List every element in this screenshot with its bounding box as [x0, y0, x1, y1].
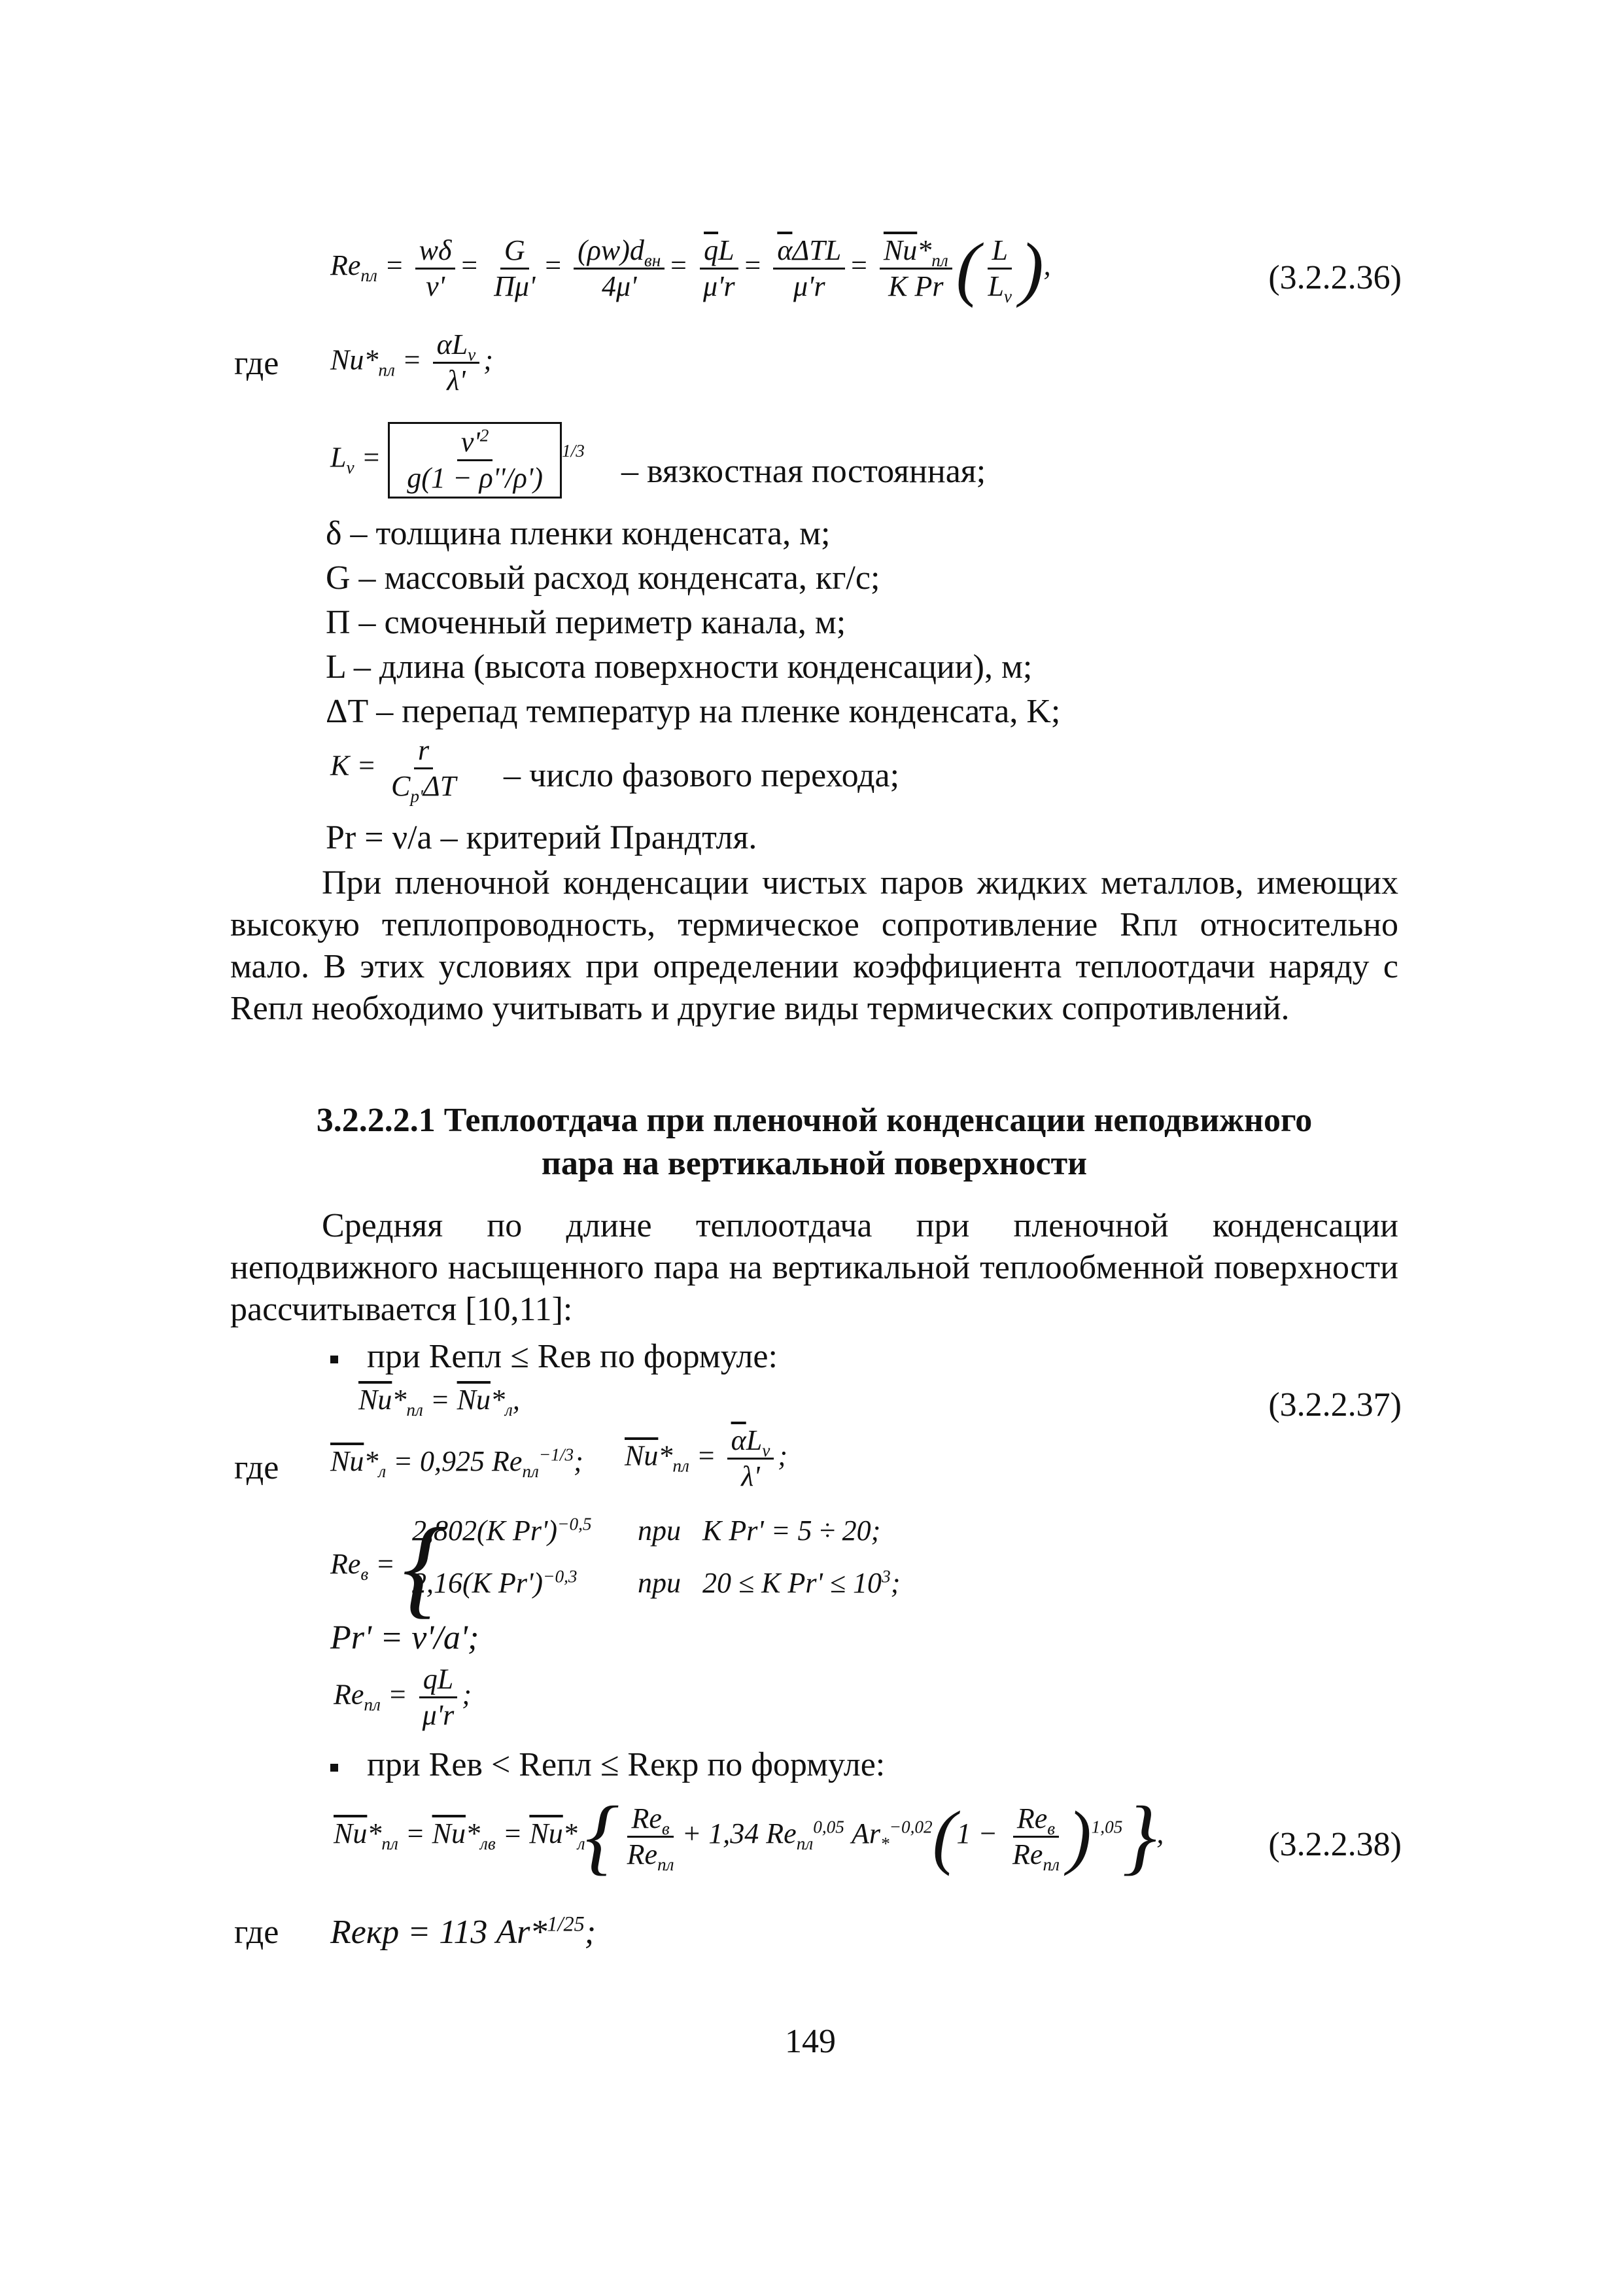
formula-nu-pl-avg: $\overline{Nu}*_{пл}$ = $\frac{\overline{\alpha}L_\nu}{\lambda'}$ ;: [625, 1424, 787, 1492]
page-number: 149: [785, 2023, 836, 2060]
bullet-condition-1: при Reпл ≤ Reв по формуле:: [330, 1340, 778, 1374]
formula-nu-l: $\overline{Nu}*_л = 0,925$ $Re_{пл}^{-1/3}$;: [330, 1445, 583, 1481]
def-Pr: Pr = ν/a – критерий Прандтля.: [326, 819, 757, 856]
equation-number-36: (3.2.2.36): [1268, 259, 1402, 296]
formula-nu-pl: $Nu*_{пл}$ = $\frac{\alpha L_\nu}{\lambda'}$ ;: [330, 328, 493, 396]
formula-re-v: $Re_в$ = {: [330, 1505, 447, 1628]
re-v-case-1-condition: при K Pr' = 5 ÷ 20;: [638, 1515, 881, 1547]
formula-38: $\overline{Nu}*_{пл} = \overline{Nu}*_{лв} = \overline{Nu}*_л${ $\frac{Re_в}{Re_{пл}}$ + 1,34 $Re_{пл}^{0,05}$ $Ar_*^{-0,02}(1$ − $\frac{Re_в}{Re_{пл}}$ )$^{1,05}$},: [334, 1789, 1164, 1883]
bullet-marker: [330, 1356, 338, 1363]
equation-number-37: (3.2.2.37): [1268, 1386, 1402, 1424]
where-label-1: где: [234, 345, 279, 382]
lv-description: – вязкостная постоянная;: [621, 453, 986, 490]
bullet-condition-2: при Reв < Reпл ≤ Reкр по формуле:: [330, 1748, 885, 1782]
def-L: L – длина (высота поверхности конденсации), м;: [326, 648, 1033, 686]
formula-re-pl-definition: $Re_{пл}$ = $\frac{w\delta}{\nu'}$ = $\frac{G}{\Pi\mu'}$ = $\frac{(\rho w)d_{вн}}{4\mu'}$ = $\frac{\overline{q}L}{\mu'r}$ = $\frac{\overline{\alpha}\Delta TL}{\mu'r}$ = $\frac{\overline{Nu}*_{пл}}{\text{K Pr}}$ ( $\frac{L}{L_\nu}$ ),: [330, 228, 1051, 308]
bullet-marker: [330, 1764, 338, 1772]
def-G: G – массовый расход конденсата, кг/с;: [326, 559, 880, 597]
formula-pr-prime: Pr' = ν'/a';: [330, 1619, 479, 1656]
def-delta: δ – толщина пленки конденсата, м;: [326, 515, 831, 552]
formula-lv: $L_\nu$ = $\frac{\nu'^2}{g(1 - \rho''/\rho')}$ $^{1/3}$: [330, 422, 585, 499]
paragraph-average-heat-transfer: Средняя по длине теплоотдача при пленочной конденсации неподвижного насыщенного пара на вертикальной теплообменной поверхности рассчитывается [10,11]:: [230, 1207, 1398, 1328]
re-v-case-2-condition: при 20 ≤ K $Pr' \le 10^3$;: [638, 1566, 901, 1599]
where-label-2: где: [234, 1449, 279, 1486]
re-v-case-2: 2,16(K Pr')$^{-0,3}$: [412, 1566, 578, 1599]
formula-re-pl-q: $Re_{пл}$ = $\frac{qL}{\mu'r}$ ;: [334, 1663, 472, 1731]
def-P: П – смоченный периметр канала, м;: [326, 604, 846, 641]
formula-K: K = $\frac{r}{C_{p'}\Delta T}$: [330, 734, 457, 806]
where-label-3: где: [234, 1914, 279, 1951]
paragraph-liquid-metals: При пленочной конденсации чистых паров жидких металлов, имеющих высокую теплопроводность, термическое сопротивление Rпл относительно мало. В этих условиях при определении коэффициента теплоотдачи наряду с Reпл необходимо учитывать и другие виды термических сопротивлений.: [230, 864, 1398, 1027]
K-description: – число фазового перехода;: [504, 757, 900, 794]
formula-37: $\overline{Nu}*_{пл} = \overline{Nu}*_л$,: [358, 1384, 520, 1420]
equation-number-38: (3.2.2.38): [1268, 1826, 1402, 1863]
re-v-case-1: 2,802(K Pr')$^{-0,5}$: [412, 1514, 592, 1547]
def-dT: ΔT – перепад температур на пленке конденсата, K;: [326, 693, 1061, 730]
section-heading: 3.2.2.2.1 Теплоотдача при пленочной конденсации неподвижного пара на вертикальной поверхности: [316, 1102, 1313, 1182]
formula-re-kr: Reкр = 113 Ar*$^{1/25}$;: [330, 1912, 596, 1951]
